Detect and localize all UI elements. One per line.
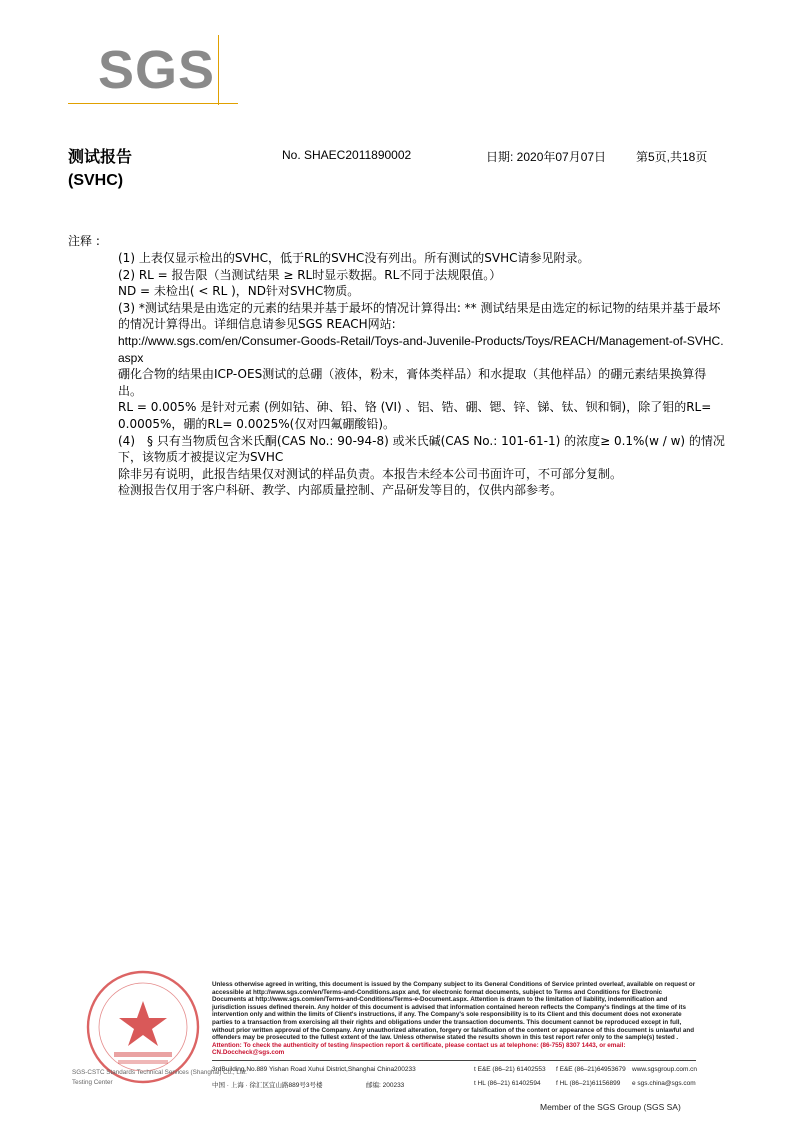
note-item: (4) § 只有当物质包含米氏酮(CAS No.: 90-94-8) 或米氏碱(CAS No.: 101-61-1) 的浓度≥ 0.1%(w / w) 的情况下，该物质才被提议定为SVHC: [118, 433, 725, 465]
note-item: (2) RL = 报告限（当测试结果 ≥ RL时显示数据。RL不同于法规限值。）: [118, 267, 502, 282]
tel-cn: t HL (86–21) 61402594: [474, 1080, 541, 1087]
report-date: 日期: 2020年07月07日: [486, 150, 607, 164]
note-item: (1) 上表仅显示检出的SVHC，低于RL的SVHC没有列出。所有测试的SVHC请参见附录。: [118, 251, 590, 265]
member-notice: Member of the SGS Group (SGS SA): [540, 1102, 681, 1112]
report-subtitle: (SVHC): [68, 172, 124, 189]
footer-address-en-row: [212, 1066, 696, 1077]
note-item: RL = 0.005% 是针对元素 (例如钴、砷、铅、铬 (VI) 、铝、锆、硼、锶、锌、锑、钛、钡和铜)，除了钼的RL= 0.0005%，硼的RL= 0.0025%(仅对四氟硼酸铅)。: [118, 400, 712, 431]
reach-url-link[interactable]: http://www.sgs.com/en/Consumer-Goods-Retail/Toys-and-Juvenile-Products/Toys/REACH/Management-of-SVHC.aspx: [118, 333, 724, 365]
email-link[interactable]: e sgs.china@sgs.com: [632, 1080, 696, 1087]
note-item: ND = 未检出( < RL )，ND针对SVHC物质。: [118, 284, 360, 299]
logo-rule-horizontal: [68, 103, 238, 104]
note-item: 检测报告仅用于客户科研、教学、内部质量控制、产品研发等目的，仅供内部参考。: [118, 483, 563, 498]
note-item: (3) *测试结果是由选定的元素的结果并基于最坏的情况计算得出: ** 测试结果是由选定的标记物的结果并基于最坏的情况计算得出。详细信息请参见SGS REACH网站:: [118, 300, 721, 332]
notes-section: [118, 250, 728, 499]
tel-en: t E&E (86–21) 61402553: [474, 1066, 546, 1073]
zip-cn: 邮编: 200233: [366, 1082, 405, 1089]
address-cn: 中国 · 上海 · 徐汇区宜山路889号3号楼: [212, 1082, 323, 1089]
note-item: 硼化合物的结果由ICP-OES测试的总硼（液体，粉末，膏体类样品）和水提取（其他样品）的硼元素结果换算得出。: [118, 367, 707, 398]
logo-text: SGS: [98, 40, 216, 100]
page-indicator: 第5页,共18页: [636, 150, 708, 164]
sgs-logo: [68, 35, 238, 107]
address-en: 3rdBuilding,No.889 Yishan Road Xuhui District,Shanghai China: [212, 1066, 395, 1073]
fax-cn: f HL (86–21)61156899: [556, 1080, 621, 1087]
report-number: No. SHAEC2011890002: [282, 148, 412, 162]
report-title: 测试报告: [68, 147, 133, 166]
footer-company-line1: SGS-CSTC Standards Technical Services (Shanghai) Co., Ltd.: [72, 1069, 247, 1076]
note-item: 除非另有说明，此报告结果仅对测试的样品负责。本报告未经本公司书面许可，不可部分复制。: [118, 466, 623, 481]
zip-en: 200233: [394, 1066, 416, 1073]
logo-rule-vertical: [218, 35, 219, 105]
footer-address-cn-row: [212, 1080, 696, 1091]
footer-legal-text: [212, 981, 696, 1057]
notes-label: 注释 :: [68, 234, 100, 248]
legal-paragraph: Unless otherwise agreed in writing, this document is issued by the Company subject to its General Conditions of Service printed overleaf, available on request or accessible at http://www.sgs.com/en/Terms-and-Conditions.aspx and, for electronic format documents, subject to Terms and Conditions for Electronic Documents at http://www.sgs.com/en/Terms-and-Conditions/Terms-e-Document.aspx. Attention is drawn to the limitation of liability, indemnification and jurisdiction issues defined therein. Any holder of this document is advised that information contained hereon reflects the Company's findings at the time of its intervention only and within the limits of Client's instructions, if any. The Company's sole responsibility is to its Client and this document does not exonerate parties to a transaction from exercising all their rights and obligations under the transaction documents. This document cannot be reproduced except in full, without prior written approval of the Company. Any unauthorized alteration, forgery or falsification of the content or appearance of this document is unlawful and offenders may be prosecuted to the fullest extent of the law. Unless otherwise stated the results shown in this test report refer only to the sample(s) tested .: [212, 981, 696, 1042]
authenticity-notice: Attention: To check the authenticity of testing /inspection report & certificate, please contact us at telephone: (86-755) 8307 1443, or email: CN.Doccheck@sgs.com: [212, 1041, 626, 1057]
footer-divider: [212, 1060, 696, 1061]
footer-company-line2: Testing Center: [72, 1079, 113, 1086]
fax-en: f E&E (86–21)64953679: [556, 1066, 626, 1073]
website-link[interactable]: www.sgsgroup.com.cn: [632, 1066, 698, 1073]
